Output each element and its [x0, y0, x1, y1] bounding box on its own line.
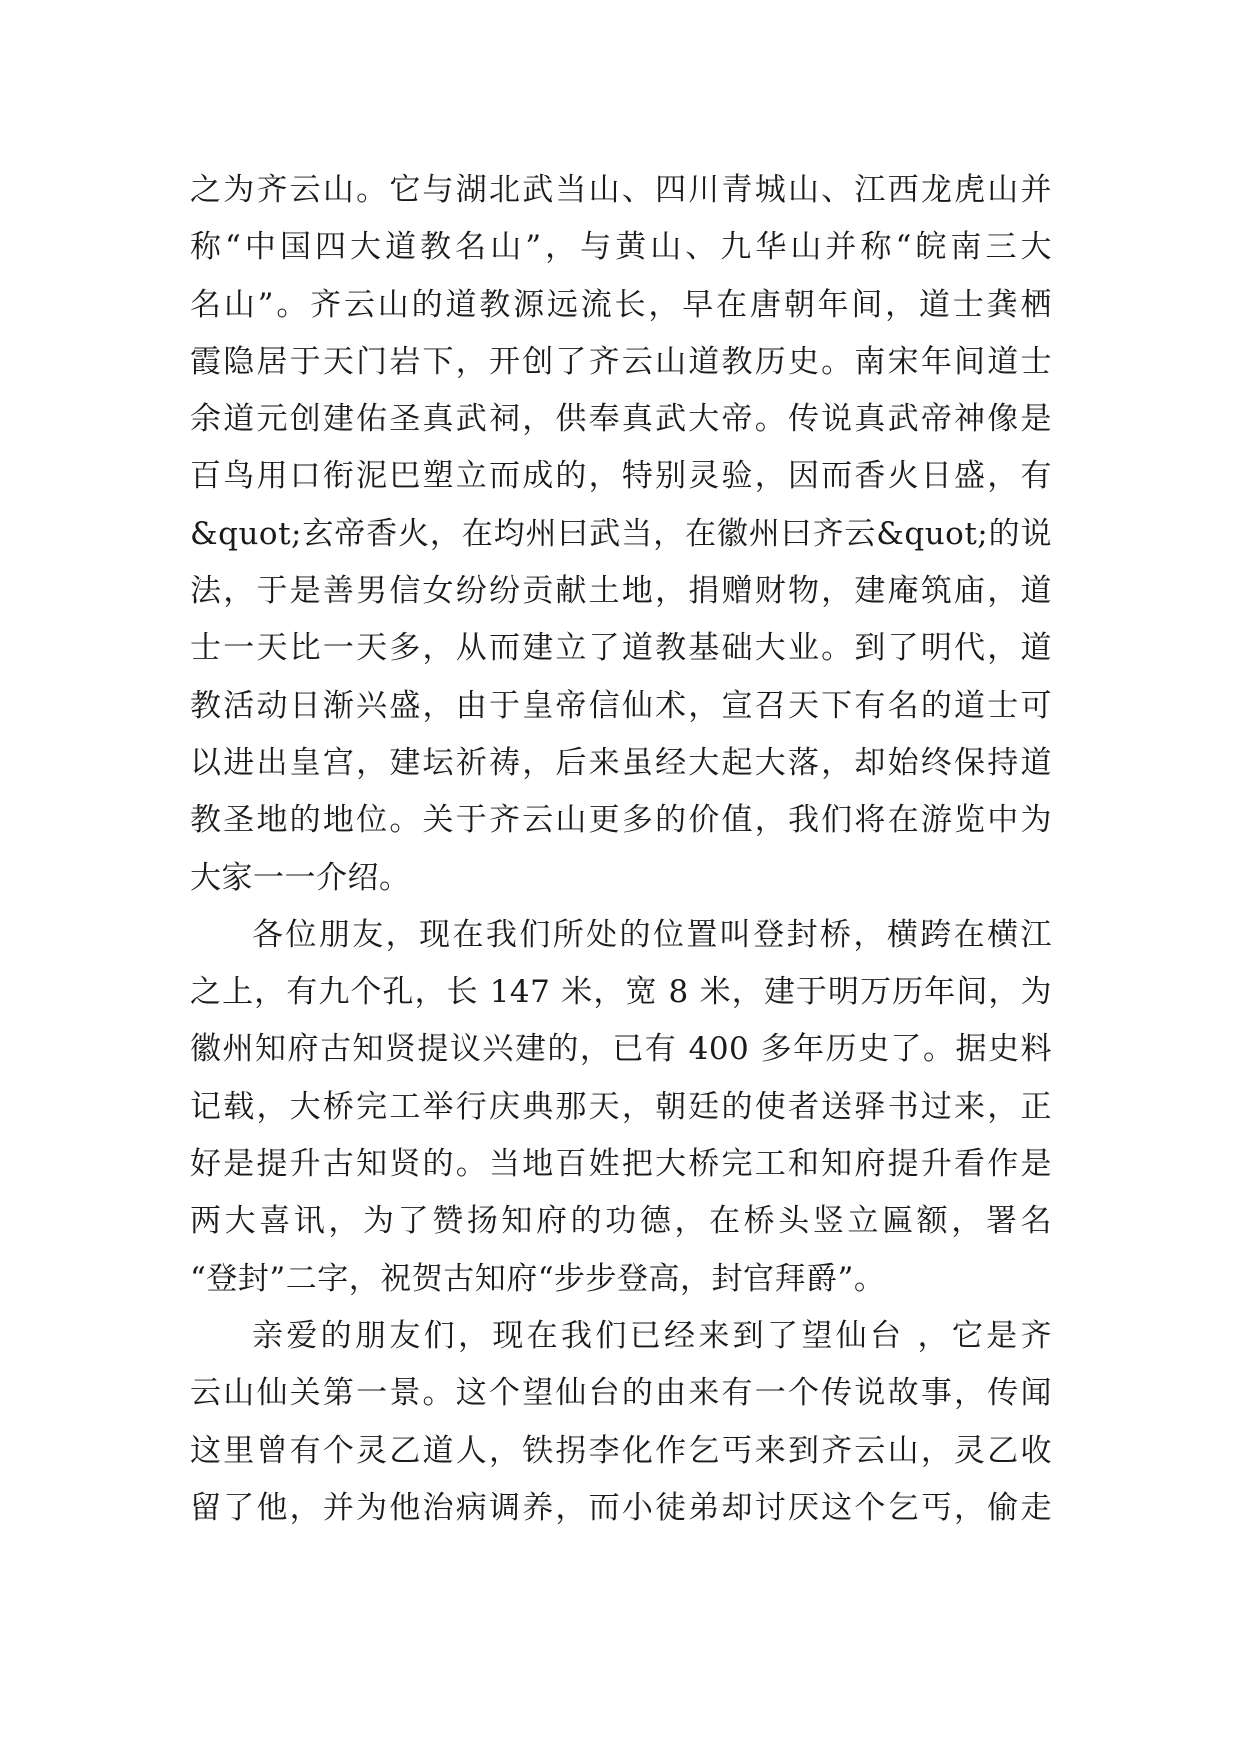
text-line: 之为齐云山。它与湖北武当山、四川青城山、江西龙虎山并 — [190, 172, 1052, 208]
text-line: 称“中国四大道教名山”，与黄山、九华山并称“皖南三大 — [190, 229, 1052, 266]
text-line: 留了他，并为他治病调养，而小徒弟却讨厌这个乞丐，偷走 — [190, 1489, 1052, 1526]
text-line: 百鸟用口衔泥巴塑立而成的，特别灵验，因而香火日盛，有 — [190, 458, 1052, 495]
text-line: 这里曾有个灵乙道人，铁拐李化作乞丐来到齐云山，灵乙收 — [190, 1432, 1052, 1469]
text-line: 教活动日渐兴盛，由于皇帝信仙术，宣召天下有名的道士可 — [190, 687, 1052, 724]
text-line: 教圣地的地位。关于齐云山更多的价值，我们将在游览中为 — [190, 802, 1052, 839]
text-line: “登封”二字，祝贺古知府“步步登高，封官拜爵”。 — [190, 1260, 886, 1297]
paragraph-2 — [190, 907, 1052, 1308]
text-line: &quot;玄帝香火，在均州曰武当，在徽州曰齐云&quot;的说 — [190, 515, 1052, 552]
text-line: 两大喜讯，为了赞扬知府的功德，在桥头竖立匾额，署名 — [190, 1203, 1052, 1240]
text-line: 亲爱的朋友们，现在我们已经来到了望仙台 ，它是齐 — [252, 1317, 1052, 1354]
text-line: 法，于是善男信女纷纷贡献土地，捐赠财物，建庵筑庙，道 — [190, 573, 1052, 610]
text-line: 各位朋友，现在我们所处的位置叫登封桥，横跨在横江 — [252, 916, 1052, 953]
text-line: 余道元创建佑圣真武祠，供奉真武大帝。传说真武帝神像是 — [190, 401, 1052, 438]
text-line: 大家一一介绍。 — [190, 859, 411, 896]
text-line: 之上，有九个孔，长 147 米，宽 8 米，建于明万历年间，为 — [190, 974, 1052, 1011]
text-line: 士一天比一天多，从而建立了道教基础大业。到了明代，道 — [190, 630, 1052, 667]
text-line: 云山仙关第一景。这个望仙台的由来有一个传说故事，传闻 — [190, 1375, 1052, 1412]
text-line: 徽州知府古知贤提议兴建的，已有 400 多年历史了。据史料 — [190, 1031, 1052, 1068]
text-line: 记载，大桥完工举行庆典那天，朝廷的使者送驿书过来，正 — [190, 1088, 1052, 1125]
paragraph-3 — [190, 1308, 1052, 1537]
text-line: 以进出皇宫，建坛祈祷，后来虽经大起大落，却始终保持道 — [190, 744, 1052, 781]
text-line: 霞隐居于天门岩下，开创了齐云山道教历史。南宋年间道士 — [190, 343, 1052, 380]
body-text — [190, 162, 1052, 1537]
text-line: 名山”。齐云山的道教源远流长，早在唐朝年间，道士龚栖 — [190, 286, 1052, 323]
paragraph-1 — [190, 162, 1052, 907]
text-line: 好是提升古知贤的。当地百姓把大桥完工和知府提升看作是 — [190, 1146, 1052, 1183]
